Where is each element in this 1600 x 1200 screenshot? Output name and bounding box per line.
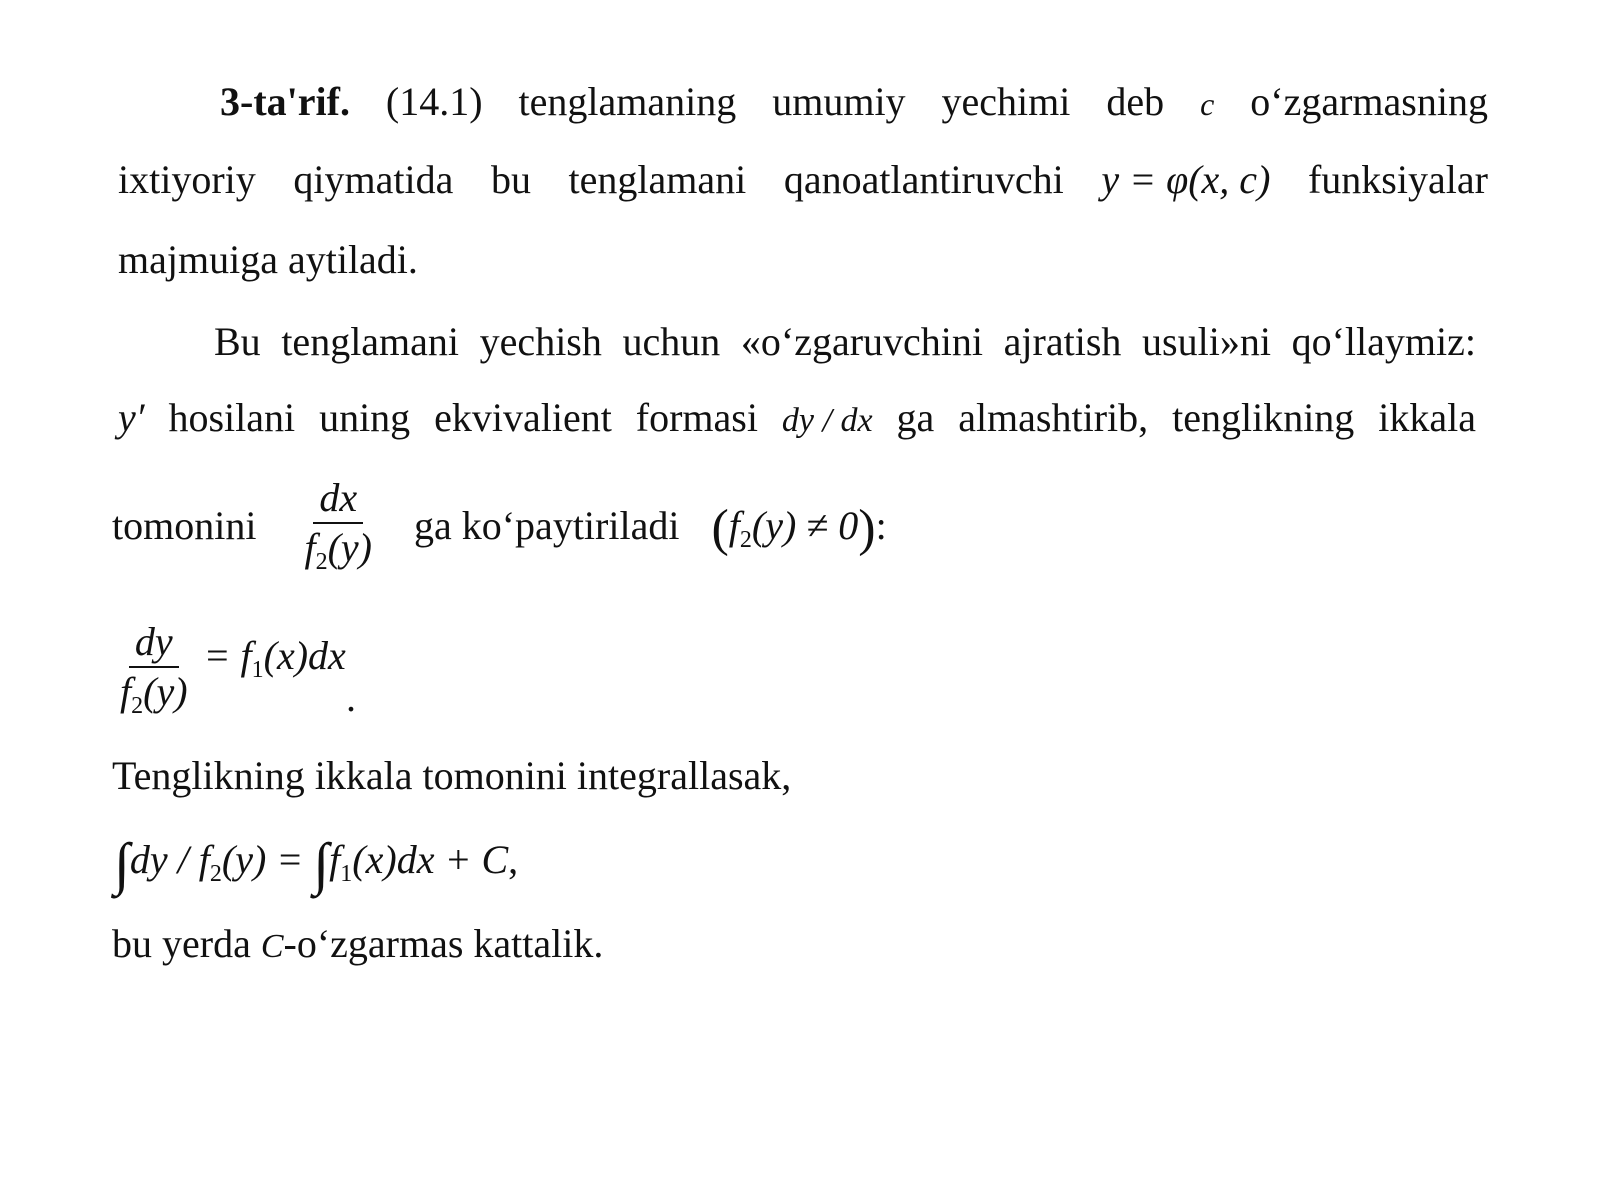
definition-line-3-text: majmuiga aytiladi. <box>118 237 418 282</box>
subscript: 2 <box>315 548 328 575</box>
definition-line-2 <box>118 156 1488 204</box>
method-line-2 <box>118 394 1476 445</box>
integral-sign-2: ∫ <box>313 831 330 896</box>
subscript: 2 <box>131 692 144 719</box>
tomonini-text: tomonini <box>112 503 257 548</box>
word: qiymatida <box>293 157 454 202</box>
word: ikkala <box>1378 395 1476 440</box>
dy-dx: dy / dx <box>781 402 873 439</box>
constant-C: C <box>260 928 284 965</box>
paren-close: ) <box>858 500 876 557</box>
word: umumiy <box>772 79 906 124</box>
method-line-1 <box>214 318 1476 366</box>
word: (14.1) <box>385 79 483 124</box>
word: ixtiyoriy <box>118 157 256 202</box>
rhs <box>203 633 346 683</box>
trailing-dot: . <box>346 675 356 720</box>
word: tenglikning <box>1172 395 1355 440</box>
integrate-text: Tenglikning ikkala tomonini integrallasak, <box>112 753 792 798</box>
formula-y: y <box>1101 157 1120 202</box>
eq2-sub2: 2 <box>209 861 222 887</box>
word: uning <box>319 395 411 440</box>
word: ga <box>896 395 935 440</box>
cond-f: f <box>728 503 740 548</box>
eq2-f2: f <box>198 837 210 882</box>
multiply-text: ga ko‘paytiriladi <box>413 503 680 548</box>
method-line-3 <box>112 476 887 590</box>
y-prime: y′ <box>118 395 145 440</box>
method-line-1-text: Bu tenglamani yechish uchun «o‘zgaruvchini ajratish usuli»ni qo‘llaymiz: <box>214 319 1476 364</box>
word: yechimi <box>941 79 1071 124</box>
word: ekvivalient <box>434 395 612 440</box>
colon: : <box>875 503 887 548</box>
definition-line-3 <box>118 236 418 284</box>
eq2-part1: dy / <box>129 837 199 882</box>
word: qanoatlantiruvchi <box>783 157 1064 202</box>
fraction-numerator: dx <box>313 478 363 524</box>
conclusion-end: -o‘zgarmas kattalik. <box>283 921 604 966</box>
word: o‘zgarmasning <box>1250 79 1488 124</box>
f-symbol: f <box>240 633 252 678</box>
argument: (y) <box>327 524 372 570</box>
f-symbol: f <box>304 524 316 570</box>
paren-open: ( <box>711 500 729 557</box>
formula-args: (x, c) <box>1188 157 1271 202</box>
equals-sign: = <box>203 633 241 678</box>
eq2-arg2: (y) = <box>221 837 314 882</box>
word: funksiyalar <box>1307 157 1488 202</box>
definition-heading: 3-ta'rif. <box>220 79 350 124</box>
conclusion-start: bu yerda <box>112 921 251 966</box>
eq2-f1: f <box>329 837 341 882</box>
fraction-denominator <box>298 524 378 582</box>
equation-1-dot <box>346 674 356 722</box>
fraction-numerator: dy <box>129 622 179 668</box>
eq2-comma: , <box>508 837 519 882</box>
equation-2 <box>114 830 518 904</box>
subscript: 1 <box>251 657 264 683</box>
word: tenglamani <box>568 157 747 202</box>
fraction-denominator <box>114 668 194 726</box>
word: almashtirib, <box>958 395 1149 440</box>
cond-sub: 2 <box>739 527 752 553</box>
eq2-sub1: 1 <box>340 861 353 887</box>
argument: (y) <box>143 668 188 714</box>
word: hosilani <box>168 395 296 440</box>
f-symbol: f <box>120 668 132 714</box>
integrate-line <box>112 752 791 800</box>
equation-1 <box>114 606 346 726</box>
word: bu <box>490 157 531 202</box>
formula-y-phi <box>1101 156 1270 204</box>
definition-line-1 <box>220 78 1488 128</box>
argument: (x)dx <box>263 633 346 678</box>
integral-sign-1: ∫ <box>114 831 130 896</box>
formula-eq-phi: = φ <box>1129 157 1189 202</box>
eq2-arg1: (x)dx + C <box>352 837 509 882</box>
fraction-dy-over-f2y <box>114 618 194 726</box>
word: formasi <box>635 395 758 440</box>
word: deb <box>1106 79 1165 124</box>
fraction-dx-over-f2y <box>298 474 378 582</box>
conclusion-line <box>112 920 603 971</box>
word: tenglamaning <box>518 79 737 124</box>
variable-c: c <box>1200 86 1215 122</box>
cond-rest: (y) ≠ 0 <box>751 503 859 548</box>
